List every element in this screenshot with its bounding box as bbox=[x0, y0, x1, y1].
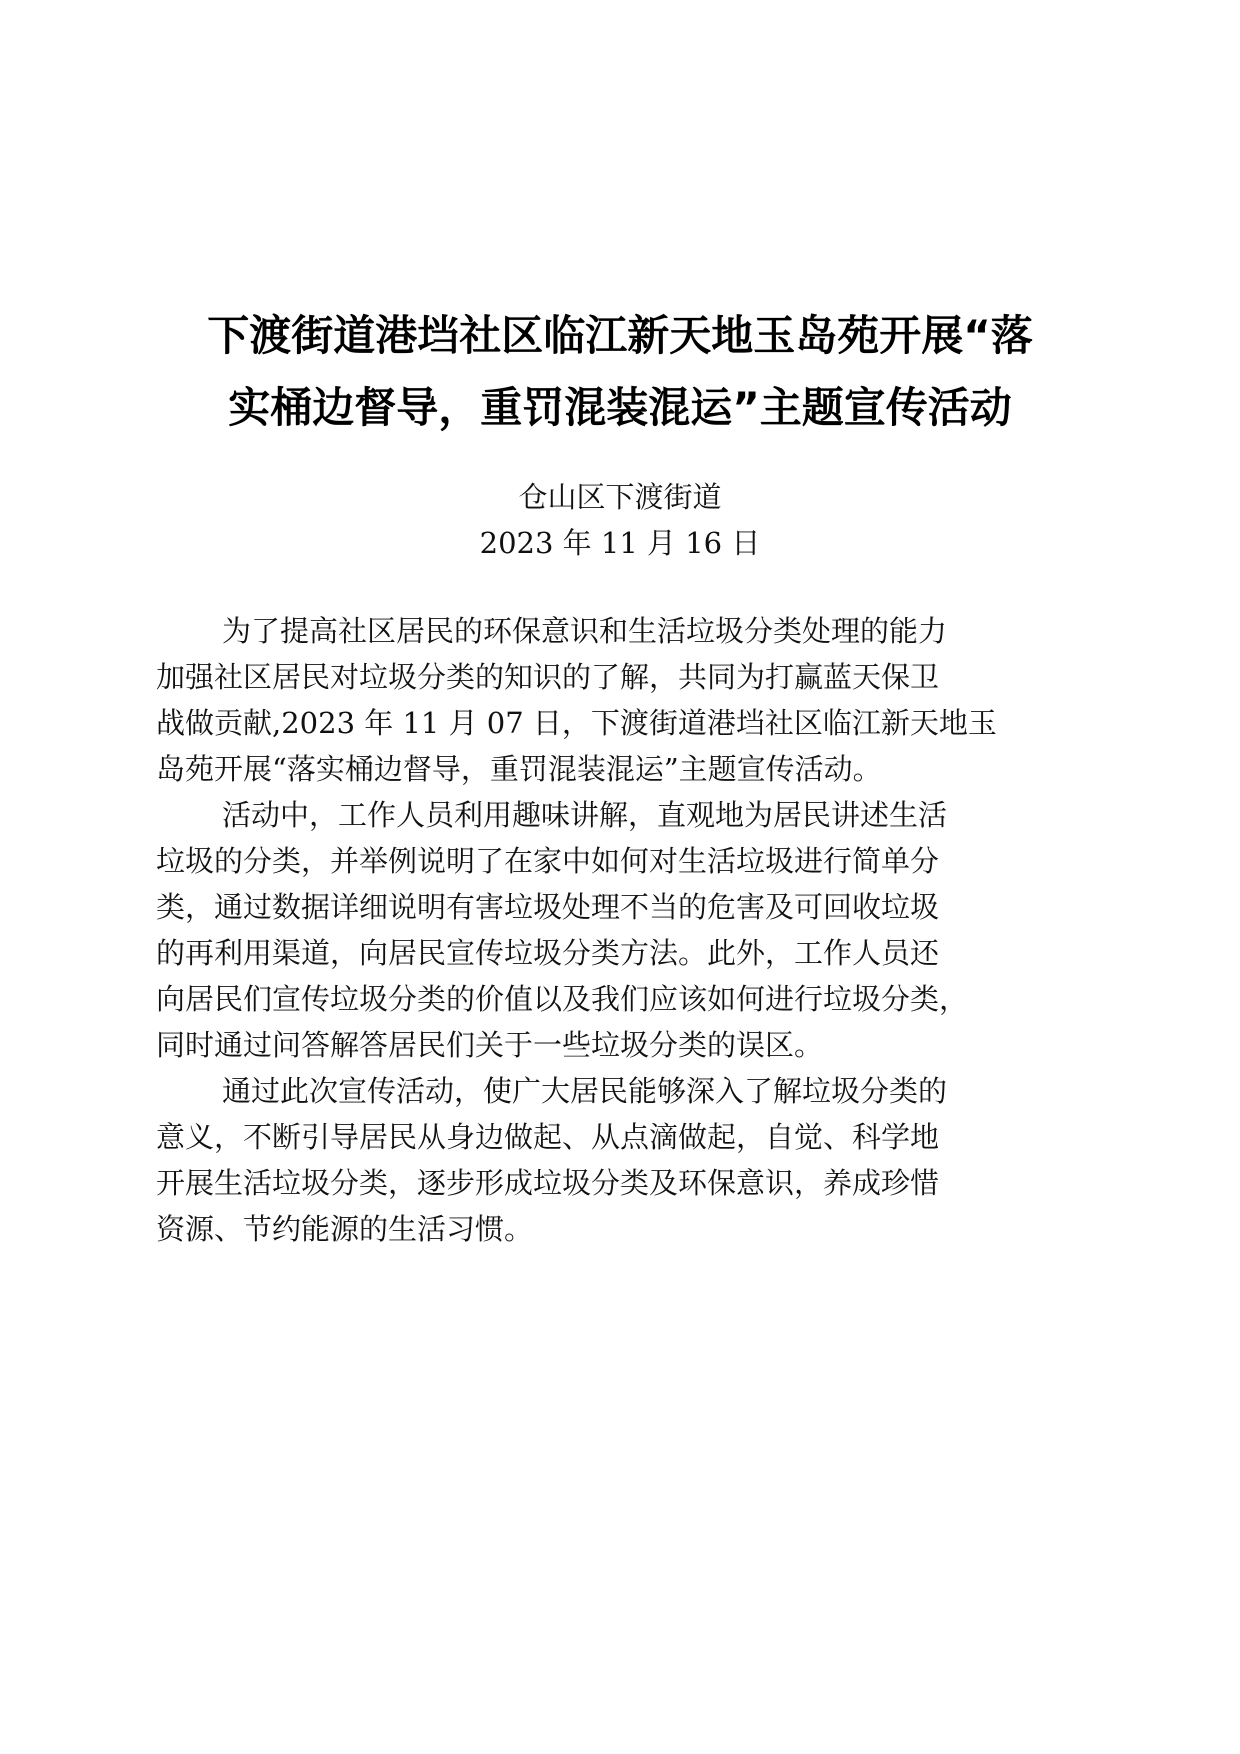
paragraph-1 bbox=[156, 608, 1086, 792]
document-title bbox=[150, 300, 1090, 444]
paragraph-line: 同时通过问答解答居民们关于一些垃圾分类的误区。 bbox=[156, 1028, 824, 1062]
paragraph-line: 资源、节约能源的生活习惯。 bbox=[156, 1212, 534, 1246]
author-line: 仓山区下渡街道 bbox=[518, 480, 722, 514]
paragraph-line: 意义，不断引导居民从身边做起、从点滴做起，自觉、科学地 bbox=[156, 1120, 940, 1154]
paragraph-line: 岛苑开展“落实桶边督导，重罚混装混运”主题宣传活动。 bbox=[156, 752, 882, 786]
title-line-2: 实桶边督导，重罚混装混运”主题宣传活动 bbox=[228, 383, 1012, 432]
paragraph-3 bbox=[156, 1068, 1086, 1252]
paragraph-line: 活动中，工作人员利用趣味讲解，直观地为居民讲述生活 bbox=[222, 798, 948, 832]
paragraph-line: 开展生活垃圾分类，逐步形成垃圾分类及环保意识，养成珍惜 bbox=[156, 1166, 940, 1200]
paragraph-line: 为了提高社区居民的环保意识和生活垃圾分类处理的能力 bbox=[222, 614, 948, 648]
title-line-1: 下渡街道港垱社区临江新天地玉岛苑开展“落 bbox=[207, 311, 1033, 360]
paragraph-line: 垃圾的分类，并举例说明了在家中如何对生活垃圾进行简单分 bbox=[156, 844, 940, 878]
document-meta bbox=[150, 474, 1090, 566]
paragraph-line: 战做贡献,2023 年 11 月 07 日，下渡街道港垱社区临江新天地玉 bbox=[156, 706, 997, 740]
document-body bbox=[156, 608, 1086, 1252]
date-line: 2023 年 11 月 16 日 bbox=[479, 526, 761, 560]
paragraph-line: 加强社区居民对垃圾分类的知识的了解，共同为打赢蓝天保卫 bbox=[156, 660, 940, 694]
paragraph-2 bbox=[156, 792, 1086, 1068]
paragraph-line: 向居民们宣传垃圾分类的价值以及我们应该如何进行垃圾分类， bbox=[156, 982, 969, 1016]
paragraph-line: 的再利用渠道，向居民宣传垃圾分类方法。此外，工作人员还 bbox=[156, 936, 940, 970]
paragraph-line: 通过此次宣传活动，使广大居民能够深入了解垃圾分类的 bbox=[222, 1074, 948, 1108]
paragraph-line: 类，通过数据详细说明有害垃圾处理不当的危害及可回收垃圾 bbox=[156, 890, 940, 924]
